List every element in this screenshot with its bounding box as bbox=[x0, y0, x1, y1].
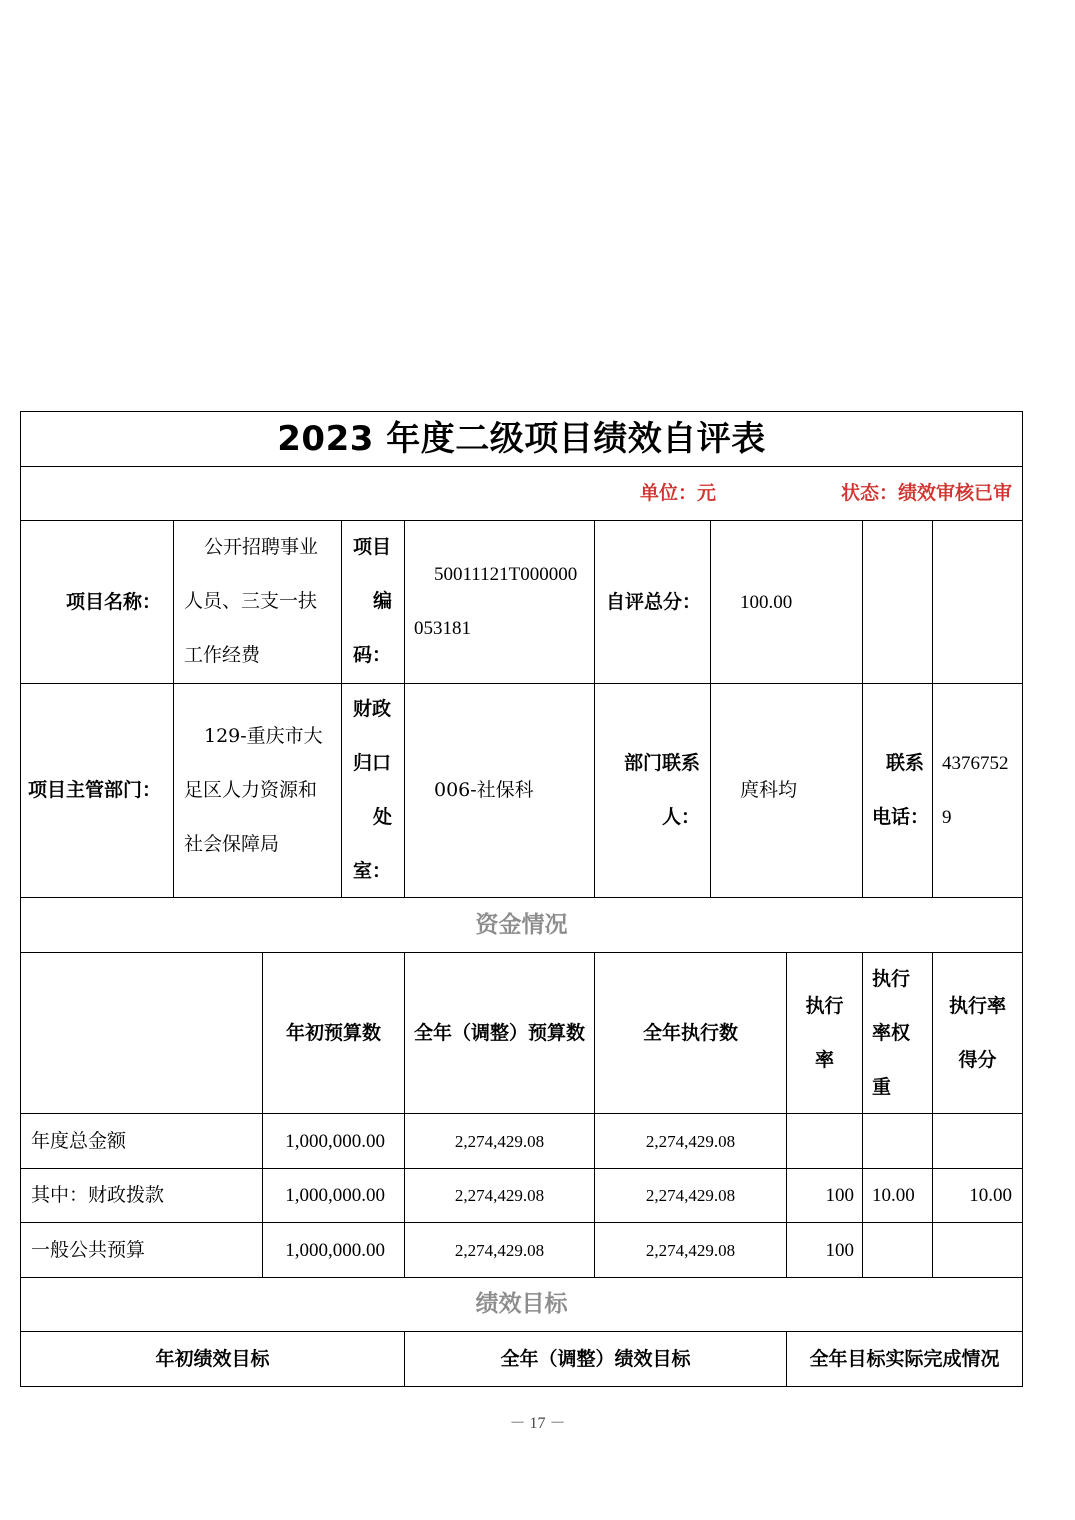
self-score-label: 自评总分： bbox=[606, 590, 702, 613]
dept-line: 129-重庆市大 bbox=[204, 725, 323, 747]
self-score-value: 100.00 bbox=[740, 591, 793, 613]
fund-row-executed: 2,274,429.08 bbox=[645, 1186, 736, 1205]
fund-row-label: 其中：财政拨款 bbox=[31, 1184, 165, 1206]
project-code-label bbox=[353, 534, 401, 696]
phone-label-line: 电话： bbox=[872, 806, 930, 828]
office-label-line: 处 bbox=[373, 806, 393, 828]
header-exec-score bbox=[933, 993, 1022, 1074]
goal-adjusted-header: 全年（调整）绩效目标 bbox=[500, 1347, 691, 1370]
project-code-label-line: 编 bbox=[373, 590, 393, 612]
header-exec-rate-line: 率 bbox=[814, 1049, 834, 1071]
contact-label bbox=[600, 750, 700, 831]
office-label-line: 财政 bbox=[353, 698, 392, 720]
status-label: 状态：绩效审核已审 bbox=[840, 482, 1012, 504]
header-initial-budget: 年初预算数 bbox=[285, 1021, 381, 1044]
project-name-value bbox=[184, 534, 334, 696]
fund-row-adjusted: 2,274,429.08 bbox=[454, 1186, 545, 1205]
goal-actual-header: 全年目标实际完成情况 bbox=[809, 1347, 1000, 1370]
project-code-value bbox=[414, 561, 592, 642]
dept-value bbox=[184, 723, 334, 885]
fund-row-adjusted: 2,274,429.08 bbox=[454, 1131, 545, 1151]
header-exec-weight-line: 重 bbox=[872, 1076, 892, 1098]
project-name-line: 工作经费 bbox=[184, 644, 261, 666]
header-exec-weight-line: 执行 bbox=[872, 968, 911, 990]
fund-row-executed: 2,274,429.08 bbox=[645, 1240, 736, 1260]
fund-row-executed: 2,274,429.08 bbox=[645, 1131, 736, 1151]
header-exec-score-line: 执行率 bbox=[948, 995, 1006, 1017]
phone-line: 4376752 bbox=[942, 753, 1009, 774]
fund-row-score: 10.00 bbox=[969, 1185, 1012, 1206]
fund-row-rate: 100 bbox=[825, 1185, 854, 1206]
header-exec-weight bbox=[872, 966, 930, 1101]
contact-label-line: 人： bbox=[661, 806, 700, 828]
unit-label: 单位：元 bbox=[640, 482, 717, 504]
phone-label bbox=[872, 750, 930, 831]
fund-row-adjusted: 2,274,429.08 bbox=[454, 1240, 545, 1260]
contact-value: 庹科均 bbox=[740, 779, 798, 801]
office-label-line: 室： bbox=[353, 860, 392, 882]
project-code-line: 053181 bbox=[414, 618, 471, 639]
project-name-line: 人员、三支一扶 bbox=[184, 590, 318, 612]
project-code-line: 50011121T000000 bbox=[434, 564, 578, 585]
office-label bbox=[353, 696, 401, 912]
phone-value bbox=[942, 750, 1020, 831]
header-exec-score-line: 得分 bbox=[958, 1049, 997, 1071]
header-exec-rate-line: 执行 bbox=[805, 995, 844, 1017]
project-name-line: 公开招聘事业 bbox=[204, 536, 319, 558]
phone-line: 9 bbox=[942, 807, 952, 828]
project-name-label: 项目名称： bbox=[65, 590, 161, 613]
page-number: － 17 － bbox=[509, 1415, 566, 1432]
header-exec-rate bbox=[787, 993, 862, 1074]
dept-line: 社会保障局 bbox=[184, 833, 280, 855]
fund-row-weight: 10.00 bbox=[872, 1185, 915, 1206]
contact-label-line: 部门联系 bbox=[623, 752, 700, 774]
office-value: 006-社保科 bbox=[434, 779, 534, 801]
fund-row-label: 年度总金额 bbox=[31, 1129, 127, 1152]
dept-line: 足区人力资源和 bbox=[184, 779, 318, 801]
page-title: 2023 年度二级项目绩效自评表 bbox=[277, 418, 766, 459]
fund-row-initial: 1,000,000.00 bbox=[285, 1239, 385, 1261]
goal-initial-header: 年初绩效目标 bbox=[155, 1347, 270, 1370]
fund-row-rate: 100 bbox=[825, 1239, 854, 1261]
header-executed: 全年执行数 bbox=[642, 1021, 738, 1044]
office-label-line: 归口 bbox=[353, 752, 392, 774]
phone-label-line: 联系 bbox=[885, 752, 924, 774]
fund-row-initial: 1,000,000.00 bbox=[285, 1130, 385, 1152]
fund-row-label: 一般公共预算 bbox=[31, 1238, 146, 1261]
project-code-label-line: 码： bbox=[353, 644, 392, 666]
dept-label: 项目主管部门： bbox=[27, 779, 161, 801]
header-exec-weight-line: 率权 bbox=[872, 1022, 911, 1044]
goals-section-title: 绩效目标 bbox=[475, 1291, 568, 1317]
fund-row-initial: 1,000,000.00 bbox=[285, 1185, 385, 1206]
project-code-label-line: 项目 bbox=[353, 536, 392, 558]
funds-section-title: 资金情况 bbox=[475, 911, 568, 938]
header-adjusted-budget: 全年（调整）预算数 bbox=[413, 1021, 585, 1044]
